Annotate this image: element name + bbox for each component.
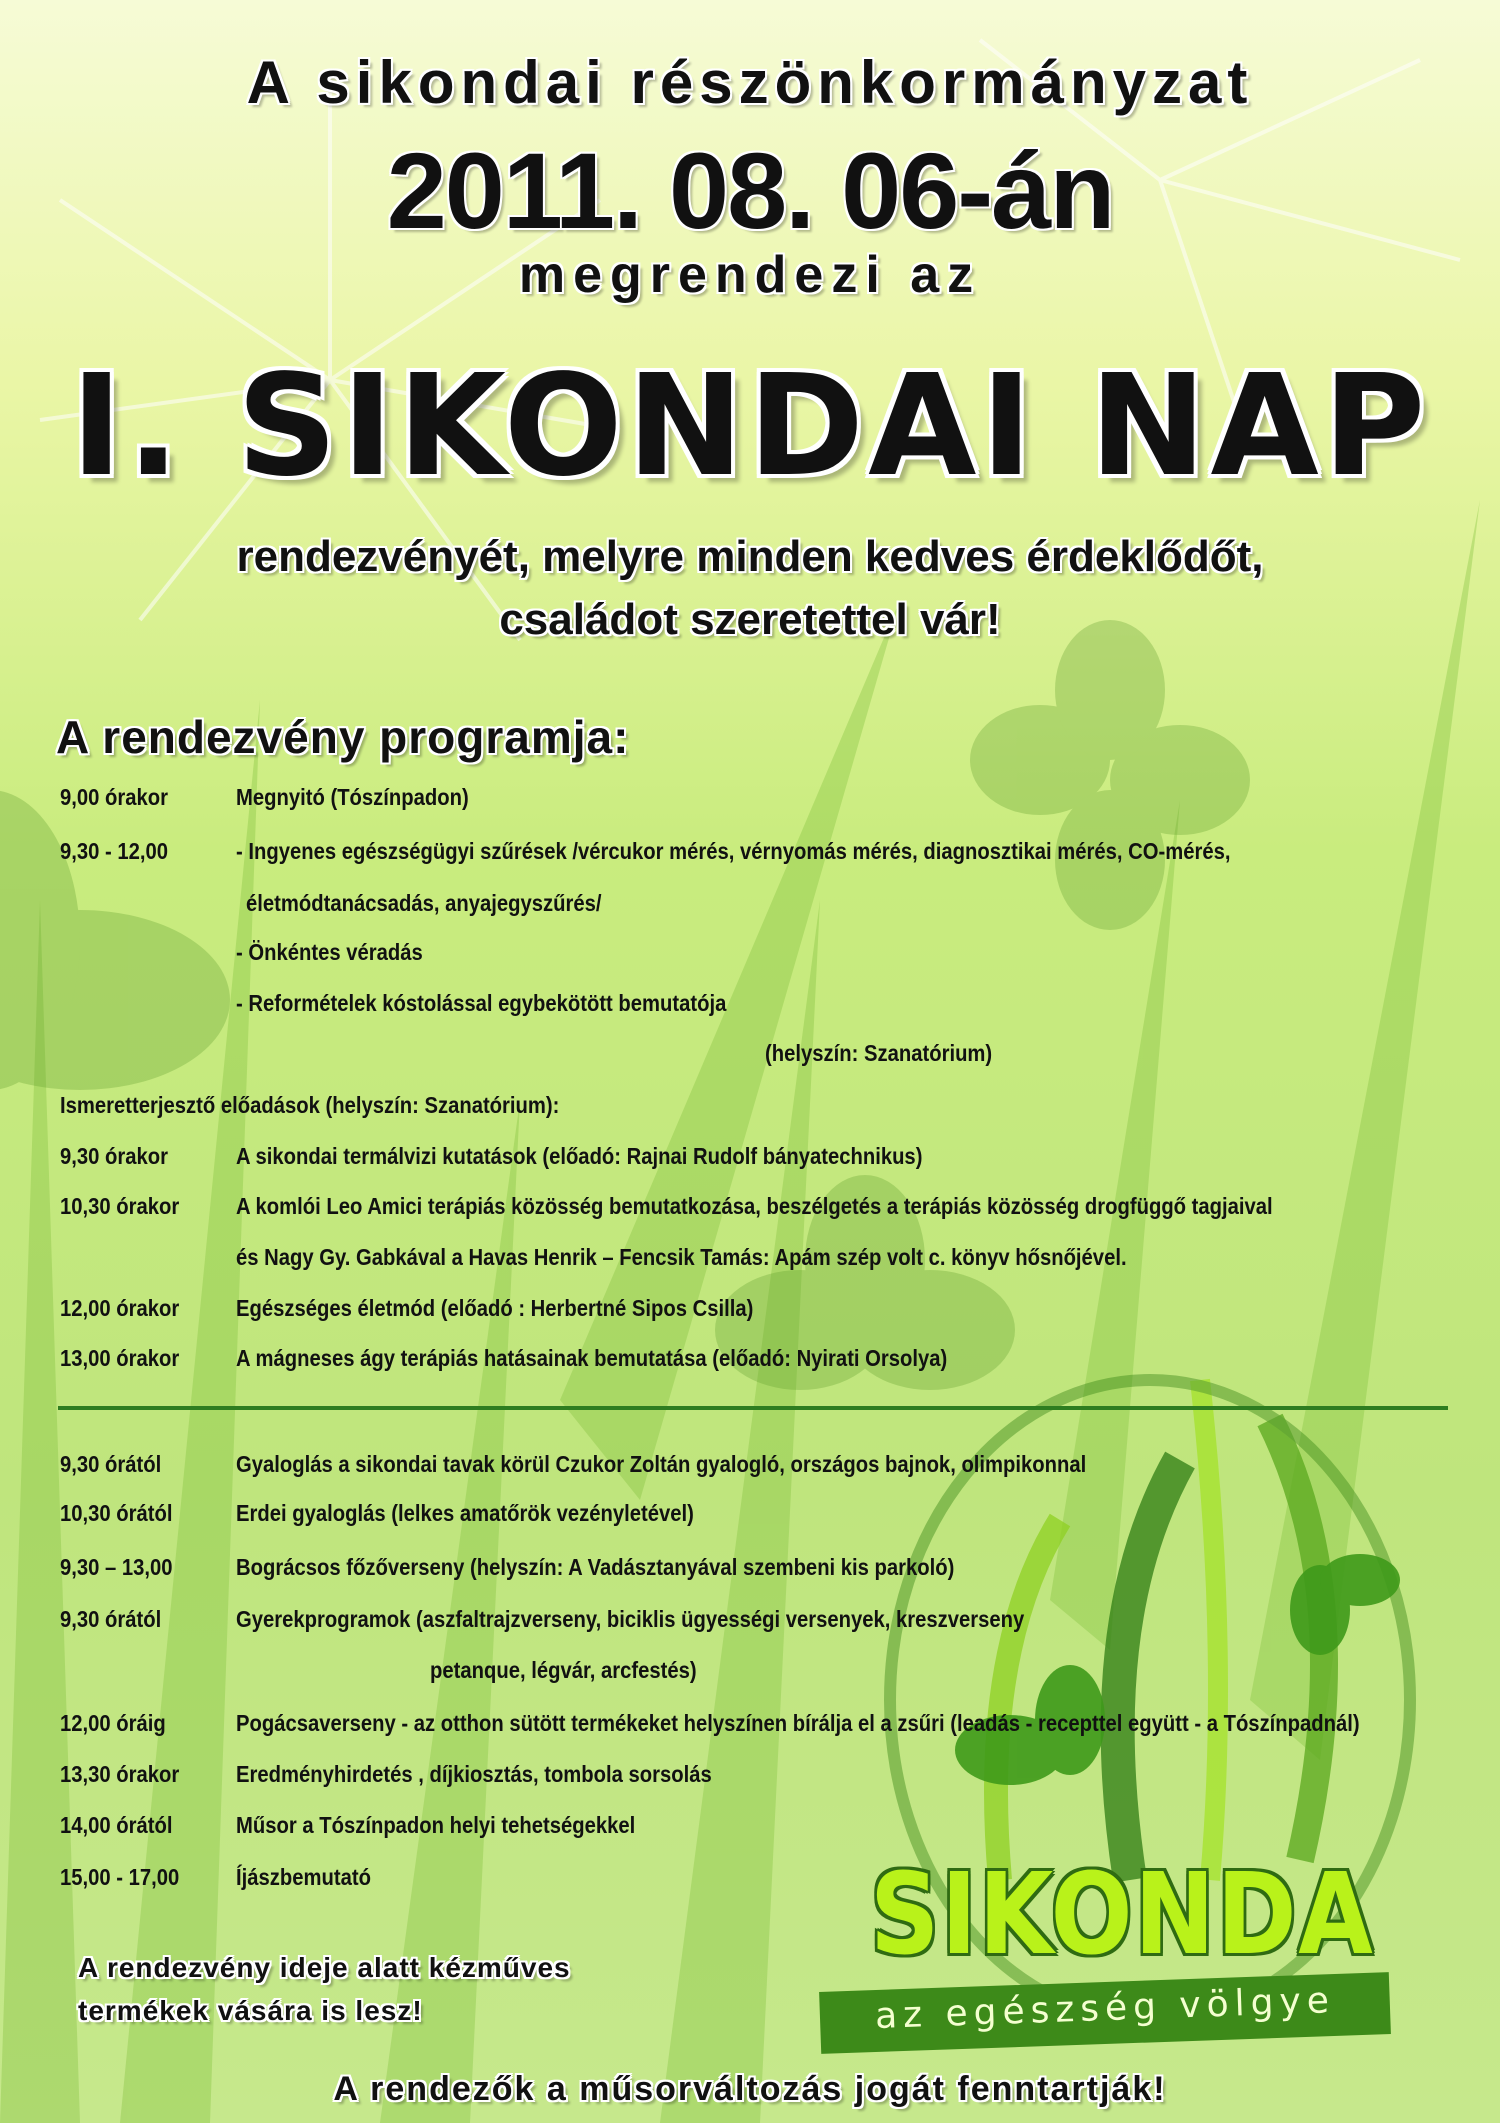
program-heading: A rendezvény programja:	[56, 711, 630, 763]
program-description: - Reformételek kóstolással egybekötött bemutatója	[236, 990, 727, 1016]
program-description: Megnyitó (Tószínpadon)	[236, 784, 469, 810]
program-location-note: (helyszín: Szanatórium)	[765, 1040, 993, 1066]
program-description: Erdei gyaloglás (lelkes amatőrök vezényletével)	[236, 1500, 694, 1526]
subtitle-line: megrendezi az	[518, 246, 982, 304]
invitation-line-1: rendezvényét, melyre minden kedves érdeklődőt,	[236, 532, 1264, 581]
craft-fair-note-line-2: termékek vására is lesz!	[78, 1995, 423, 2026]
program-description: Egészséges életmód (előadó : Herbertné Sipos Csilla)	[236, 1295, 754, 1321]
program-description: Gyaloglás a sikondai tavak körül Czukor Zoltán gyalogló, országos bajnok, olimpikonnal	[236, 1451, 1087, 1477]
program-description: A sikondai termálvizi kutatások (előadó: Rajnai Rudolf bányatechnikus)	[236, 1143, 923, 1169]
program-description: - Ingyenes egészségügyi szűrések /vércukor mérés, vérnyomás mérés, diagnosztikai mérés, CO-mérés,	[236, 838, 1231, 864]
program-description: Műsor a Tószínpadon helyi tehetségekkel	[236, 1812, 636, 1838]
craft-fair-note-line-1: A rendezvény ideje alatt kézműves	[78, 1952, 571, 1983]
lectures-heading: Ismeretterjesztő előadások (helyszín: Szanatórium):	[60, 1092, 560, 1118]
program-description: életmódtanácsadás, anyajegyszűrés/	[246, 890, 602, 916]
event-title: I. SIKONDAI NAP	[70, 345, 1430, 508]
organizer-line: A sikondai részönkormányzat	[246, 49, 1254, 116]
sikonda-logo-word: SIKONDA	[870, 1850, 1375, 1980]
program-time: 13,00 órakor	[60, 1345, 180, 1371]
program-time: 9,30 – 13,00	[60, 1554, 173, 1580]
program-description: Pogácsaverseny - az otthon sütött termékeket helyszínen bírálja el a zsűri (leadás - recepttel együtt - a Tószínpadnál)	[236, 1710, 1360, 1736]
program-time: 10,30 órától	[60, 1500, 173, 1526]
program-description: Íjászbemutató	[236, 1864, 371, 1890]
program-time: 13,30 órakor	[60, 1761, 180, 1787]
invitation-line-2: családot szeretettel vár!	[499, 595, 1001, 644]
program-time: 9,00 órakor	[60, 784, 169, 810]
closing-disclaimer: A rendezők a műsorváltozás jogát fenntartják!	[333, 2070, 1167, 2108]
section-divider	[58, 1406, 1448, 1410]
program-description: Gyerekprogramok (aszfaltrajzverseny, biciklis ügyességi versenyek, kreszverseny	[236, 1606, 1025, 1632]
program-time: 9,30 - 12,00	[60, 838, 169, 864]
program-description: és Nagy Gy. Gabkával a Havas Henrik – Fencsik Tamás: Apám szép volt c. könyv hősnőjével.	[236, 1244, 1127, 1270]
program-time: 10,30 órakor	[60, 1193, 180, 1219]
program-description: petanque, légvár, arcfestés)	[430, 1657, 697, 1683]
event-date: 2011. 08. 06-án	[386, 130, 1114, 251]
logo-tagline: az egészség völgye	[874, 1979, 1336, 2038]
program-time: 9,30 órakor	[60, 1143, 169, 1169]
program-description: - Önkéntes véradás	[236, 939, 423, 965]
program-time: 14,00 órától	[60, 1812, 173, 1838]
program-time: 9,30 órától	[60, 1451, 162, 1477]
program-time: 15,00 - 17,00	[60, 1864, 180, 1890]
program-time: 12,00 órakor	[60, 1295, 180, 1321]
program-description: Eredményhirdetés , díjkiosztás, tombola sorsolás	[236, 1761, 712, 1787]
program-time: 12,00 óráig	[60, 1710, 166, 1736]
program-time: 9,30 órától	[60, 1606, 162, 1632]
program-description: Bográcsos főzőverseny (helyszín: A Vadásztanyával szembeni kis parkoló)	[236, 1554, 955, 1580]
program-description: A komlói Leo Amici terápiás közösség bemutatkozása, beszélgetés a terápiás közösség drogfüggő tagjaival	[236, 1193, 1273, 1219]
program-description: A mágneses ágy terápiás hatásainak bemutatása (előadó: Nyirati Orsolya)	[236, 1345, 948, 1371]
